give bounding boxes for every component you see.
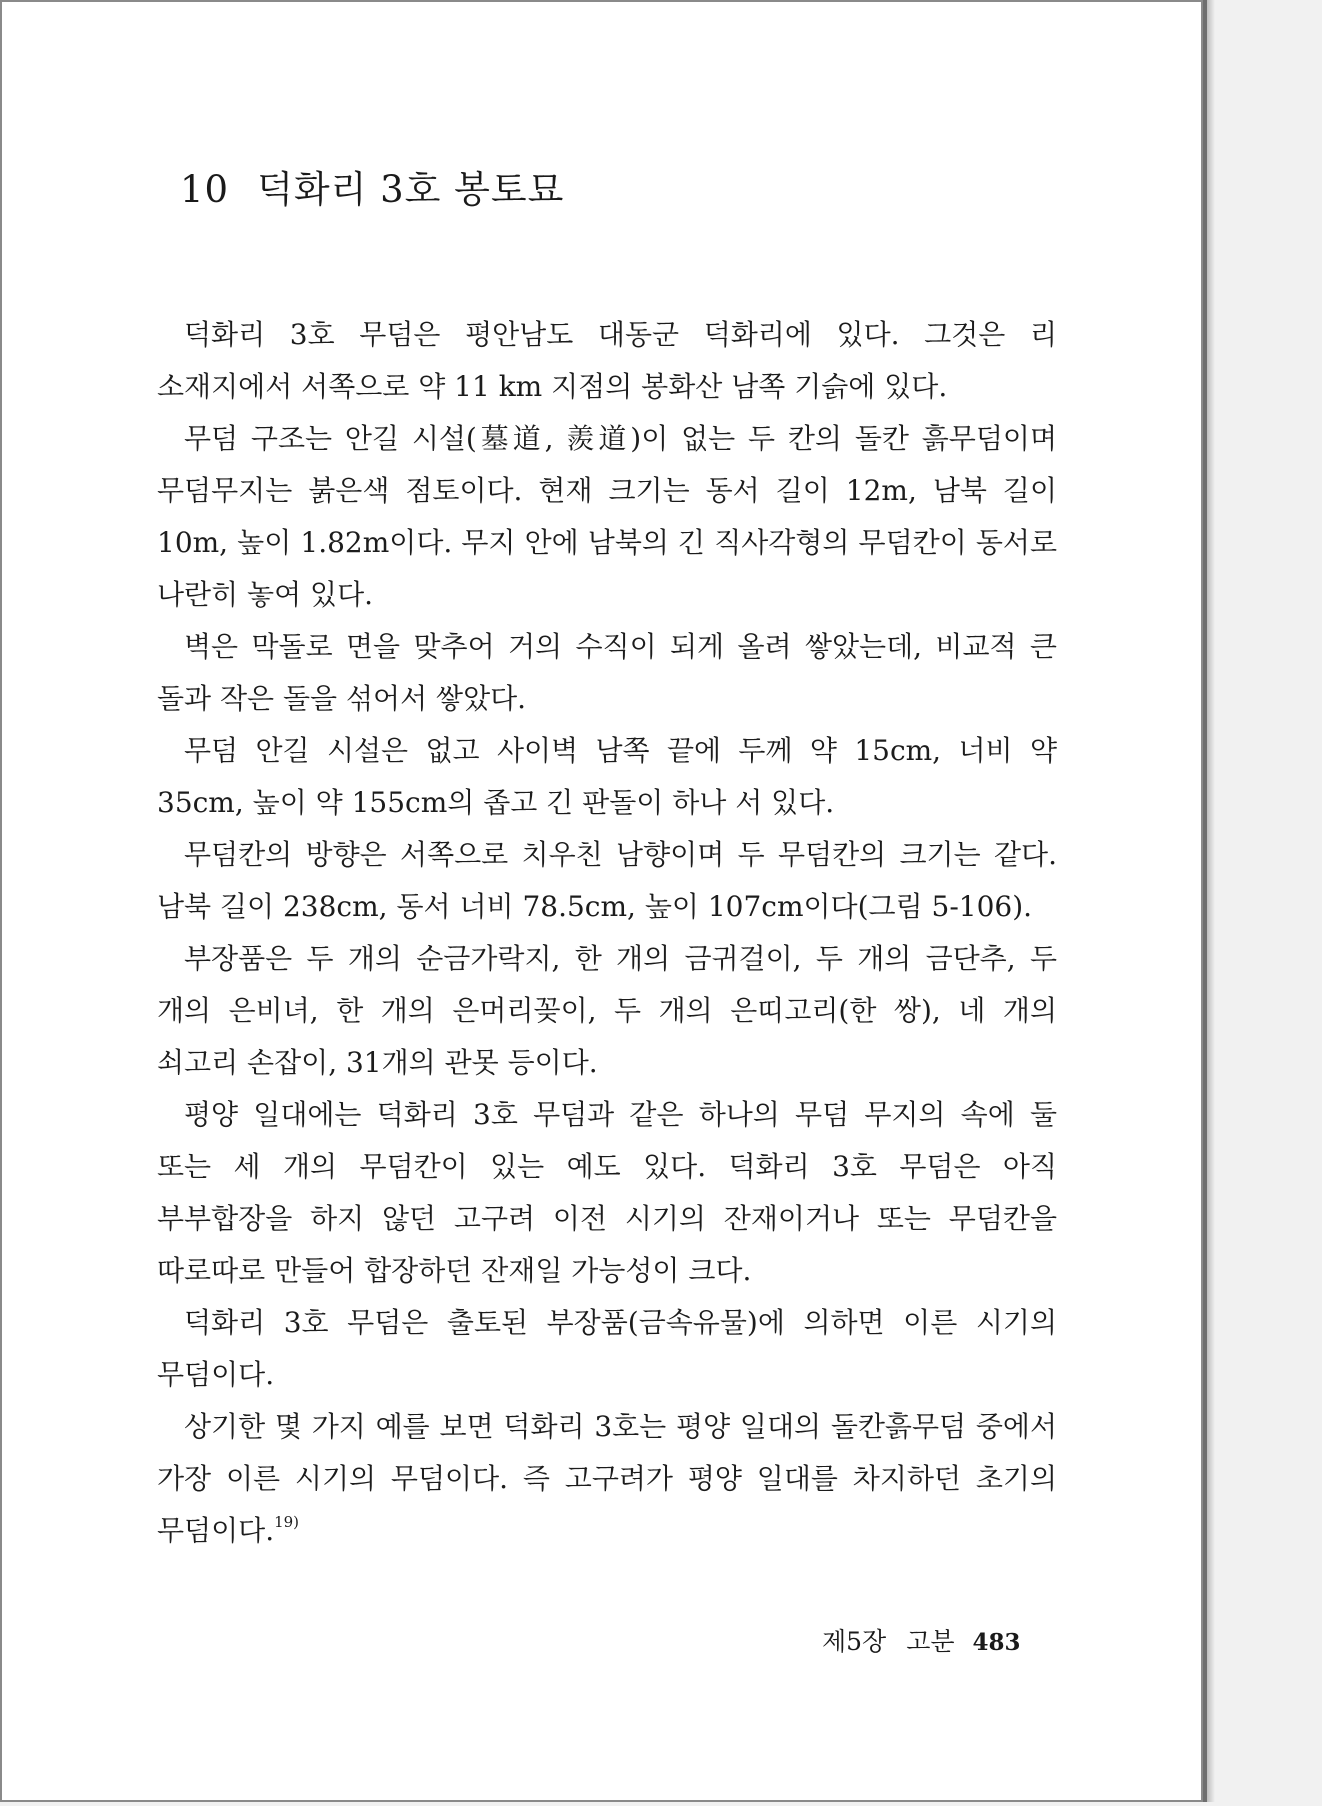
paragraph-last-text: 상기한 몇 가지 예를 보면 덕화리 3호는 평양 일대의 돌칸흙무덤 중에서 가장 이른 시기의 무덤이다. 즉 고구려가 평양 일대를 차지하던 초기의 무덤이다.	[157, 1410, 1057, 1547]
paragraph: 무덤 안길 시설은 없고 사이벽 남쪽 끝에 두께 약 15cm, 너비 약 35cm, 높이 약 155cm의 좁고 긴 판돌이 하나 서 있다.	[157, 734, 1057, 819]
paragraph: 부장품은 두 개의 순금가락지, 한 개의 금귀걸이, 두 개의 금단추, 두 개의 은비녀, 한 개의 은머리꽂이, 두 개의 은띠고리(한 쌍), 네 개의 쇠고리 손잡이, 31개의 관못 등이다.	[157, 942, 1057, 1079]
footer-section: 고분	[906, 1627, 955, 1656]
footer-chapter: 제5장	[822, 1627, 887, 1656]
page-shadow	[1207, 0, 1215, 1802]
paragraph: 덕화리 3호 무덤은 출토된 부장품(금속유물)에 의하면 이른 시기의 무덤이다.	[157, 1306, 1057, 1391]
page-number: 483	[972, 1629, 1021, 1656]
section-title	[180, 159, 564, 213]
paragraph: 무덤칸의 방향은 서쪽으로 치우친 남향이며 두 무덤칸의 크기는 같다. 남북 길이 238cm, 동서 너비 78.5cm, 높이 107cm이다(그림 5-106).	[157, 838, 1057, 923]
paragraph: 평양 일대에는 덕화리 3호 무덤과 같은 하나의 무덤 무지의 속에 둘 또는 세 개의 무덤칸이 있는 예도 있다. 덕화리 3호 무덤은 아직 부부합장을 하지 않던 고구려 이전 시기의 잔재이거나 또는 무덤칸을 따로따로 만들어 합장하던 잔재일 가능성이 크다.	[157, 1098, 1057, 1287]
footnote-marker: 19)	[274, 1513, 300, 1531]
section-number: 10	[180, 168, 230, 211]
paragraph: 벽은 막돌로 면을 맞추어 거의 수직이 되게 올려 쌓았는데, 비교적 큰 돌과 작은 돌을 섞어서 쌓았다.	[157, 630, 1057, 715]
paragraph-last	[157, 1401, 1057, 1557]
paragraph: 무덤 구조는 안길 시설(墓道, 羨道)이 없는 두 칸의 돌칸 흙무덤이며 무덤무지는 붉은색 점토이다. 현재 크기는 동서 길이 12m, 남북 길이 10m, 높이 1.82m이다. 무지 안에 남북의 긴 직사각형의 무덤칸이 동서로 나란히 놓여 있다.	[157, 422, 1057, 611]
running-footer	[822, 1622, 1021, 1658]
section-title-text: 덕화리 3호 봉토묘	[257, 168, 565, 211]
paragraph: 덕화리 3호 무덤은 평안남도 대동군 덕화리에 있다. 그것은 리 소재지에서 서쪽으로 약 11 km 지점의 봉화산 남쪽 기슭에 있다.	[157, 318, 1057, 403]
body-text	[157, 309, 1057, 1557]
